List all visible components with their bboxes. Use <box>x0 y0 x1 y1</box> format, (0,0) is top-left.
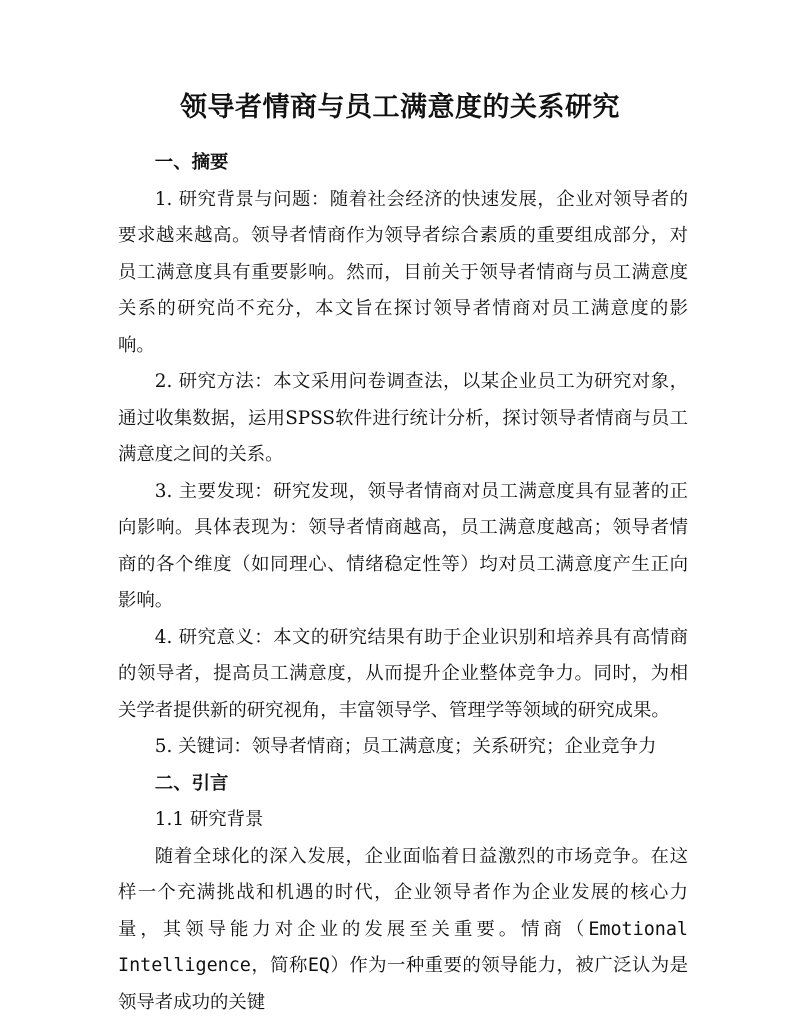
intro-text-b: ，简称 <box>250 955 308 976</box>
paragraph-keywords: 5. 关键词：领导者情商；员工满意度；关系研究；企业竞争力 <box>154 736 657 757</box>
paragraph-method: 2. 研究方法：本文采用问卷调查法，以某企业员工为研究对象，通过收集数据，运用SPSS软件进行统计分析，探讨领导者情商与员工满意度之间的关系。 <box>118 371 688 465</box>
page-title: 领导者情商与员工满意度的关系研究 <box>180 92 620 123</box>
intro-abbr: EQ <box>307 955 331 976</box>
subheading-research-background: 1.1 研究背景 <box>154 809 264 830</box>
intro-text-c: ）作为一种重要的领导能力，被广泛认为是领导者成功的关键 <box>118 955 688 1013</box>
section-heading-abstract: 一、摘要 <box>154 152 229 173</box>
paragraph-background: 1. 研究背景与问题：随着社会经济的快速发展，企业对领导者的要求越来越高。领导者情商作为领导者综合素质的重要组成部分，对员工满意度具有重要影响。然而，目前关于领导者情商与员工满意度关系的研究尚不充分，本文旨在探讨领导者情商对员工满意度的影响。 <box>118 188 688 356</box>
section-heading-introduction: 二、引言 <box>154 772 229 794</box>
document-body <box>118 145 688 1021</box>
intro-term: Emotional Intelligence <box>118 918 688 976</box>
paragraph-introduction <box>118 839 688 1022</box>
intro-text-a: 随着全球化的深入发展，企业面临着日益激烈的市场竞争。在这样一个充满挑战和机遇的时代，企业领导者作为企业发展的核心力量，其领导能力对企业的发展至关重要。情商（ <box>118 845 688 940</box>
paragraph-findings: 3. 主要发现：研究发现，领导者情商对员工满意度具有显著的正向影响。具体表现为：领导者情商越高，员工满意度越高；领导者情商的各个维度（如同理心、情绪稳定性等）均对员工满意度产生正向影响。 <box>118 480 688 611</box>
paragraph-significance: 4. 研究意义：本文的研究结果有助于企业识别和培养具有高情商的领导者，提高员工满意度，从而提升企业整体竞争力。同时，为相关学者提供新的研究视角，丰富领导学、管理学等领域的研究成果。 <box>118 626 688 721</box>
